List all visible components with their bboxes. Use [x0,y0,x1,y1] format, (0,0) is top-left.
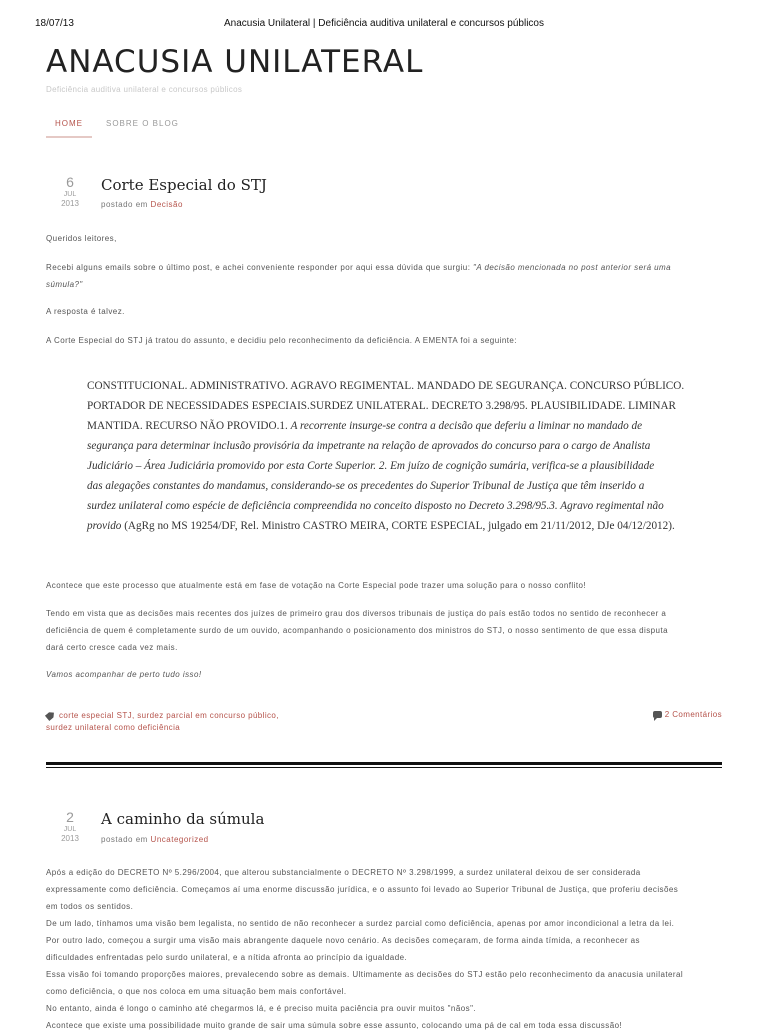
post2-meta-prefix: postado em [101,835,148,844]
post2-year: 2013 [61,834,79,843]
quote-line-3 [87,416,727,436]
post1-paragraph-2 [46,259,722,293]
post1-title[interactable]: Corte Especial do STJ [101,176,267,194]
post1-p6-line-3: dará certo cresce cada vez mais. [46,643,178,652]
post1-p2-quote: "A decisão mencionada no post anterior será uma [473,263,672,272]
quote-line-7: surdez unilateral como espécie de deficiência compreendida no conceito disposto no Decreto 3.298/95.3. Agravo regimental não [87,500,664,512]
quote-line-3-text: MANTIDA. RECURSO NÃO PROVIDO.1. [87,420,291,432]
tag-icon [45,710,56,721]
nav-home-link[interactable]: HOME [46,112,92,138]
post1-p6-line-2: deficiência de quem é completamente surdo de um ouvido, acompanhando o posicionamento dos ministros do STJ, o nosso sentimento de que essa disputa [46,626,669,635]
post-divider [46,762,722,768]
post2-body [46,864,722,1034]
post1-comments [653,710,722,719]
post1-date-badge [46,175,94,208]
post1-p7-text: Vamos acompanhar de perto tudo isso! [46,670,202,679]
print-date: 18/07/13 [35,18,74,29]
post2-month: JUL [63,826,77,833]
post2-meta [101,835,209,844]
nav-sobre-link[interactable]: SOBRE O BLOG [106,119,179,128]
post1-category-link[interactable]: Decisão [150,200,183,209]
post2-line-7: Essa visão foi tomando proporções maiores, prevalecendo sobre as demais. Ultimamente as decisões do STJ estão pelo reconhecimento da anacusia unilateral [46,970,684,979]
post2-day: 2 [66,809,74,825]
print-title: Anacusia Unilateral | Deficiência auditiva unilateral e concursos públicos [224,18,544,29]
post1-p6-line-1: Tendo em vista que as decisões mais recentes dos juízes de primeiro grau dos diversos tribunais de justiça do país estão todos no sentido de reconhecer a [46,609,667,618]
quote-line-6: das alegações constantes do mandamus, considerando-se os precedentes do Superior Tribunal de Justiça que têm inserido a [87,480,645,492]
post2-line-2: expressamente como deficiência. Começamos aí uma enorme discussão jurídica, e o assunto foi levado ao Superior Tribunal de Justiça, que proferiu decisões [46,885,679,894]
comment-icon [653,711,662,718]
post1-p2-quote-end: súmula?" [46,280,83,289]
post2-title[interactable]: A caminho da súmula [101,810,265,828]
quote-line-8 [87,516,727,536]
post1-year: 2013 [61,199,79,208]
post1-tags [46,710,506,734]
quote-line-2: PORTADOR DE NECESSIDADES ESPECIAIS.SURDEZ UNILATERAL. DECRETO 3.298/95. PLAUSIBILIDADE. LIMINAR [87,400,676,412]
post2-line-3: em todos os sentidos. [46,902,134,911]
print-header [0,18,768,32]
post2-line-5: Por outro lado, começou a surgir uma visão mais abrangente daquele novo cenário. As decisões começaram, de forma ainda tímida, a reconhecer as [46,936,640,945]
post2-category-link[interactable]: Uncategorized [150,835,209,844]
post1-paragraph-5: Acontece que este processo que atualmente está em fase de votação na Corte Especial pode trazer uma solução para o nosso conflito! [46,581,587,590]
quote-line-8-text: (AgRg no MS 19254/DF, Rel. Ministro CASTRO MEIRA, CORTE ESPECIAL, julgado em 21/11/2012, DJe 04/12/2012). [121,520,675,532]
post1-month: JUL [63,191,77,198]
main-nav [46,112,722,138]
post2-line-1: Após a edição do DECRETO Nº 5.296/2004, que alterou substancialmente o DECRETO Nº 3.298/1999, a surdez unilateral deixou de ser considerada [46,868,641,877]
post1-comments-link[interactable]: 2 Comentários [664,710,722,719]
site-description: Deficiência auditiva unilateral e concursos públicos [46,85,243,94]
post1-tags-line-2[interactable]: surdez unilateral como deficiência [46,723,181,732]
quote-line-8-italic: provido [87,520,122,532]
post2-date-badge [46,810,94,843]
post1-paragraph-1: Queridos leitores, [46,234,117,243]
post1-tags-line-1[interactable]: corte especial STJ, surdez parcial em concurso público, [59,711,279,720]
quote-line-5: Judiciário – Área Judiciária promovido por esta Corte Superior. 2. Em juízo de cognição sumária, verifica-se a plausibilidade [87,460,655,472]
post1-meta [101,200,183,209]
quote-line-3-italic: A recorrente insurge-se contra a decisão que deferiu a liminar no mandado de [290,420,643,432]
post1-meta-prefix: postado em [101,200,148,209]
post1-paragraph-7 [46,666,722,683]
post2-line-4: De um lado, tínhamos uma visão bem legalista, no sentido de não reconhecer a surdez parcial como deficiência, apenas por amor incondicional a letra da lei. [46,919,675,928]
quote-line-4: segurança para determinar inclusão provisória da impetrante na relação de aprovados do concurso para o cargo de Analista [87,440,651,452]
post1-paragraph-3: A resposta é talvez. [46,307,125,316]
post2-line-9: No entanto, ainda é longo o caminho até chegarmos lá, e é preciso muita paciência pra ouvir muitos "nãos". [46,1004,477,1013]
site-title[interactable]: ANACUSIA UNILATERAL [46,44,424,80]
post1-day: 6 [66,174,74,190]
post1-p2-text: Recebi alguns emails sobre o último post, e achei conveniente responder por aqui essa dúvida que surgiu: [46,263,474,272]
post2-line-10: Acontece que existe uma possibilidade muito grande de sair uma súmula sobre esse assunto, colocando uma pá de cal em toda essa discussão! [46,1021,623,1030]
quote-line-1: CONSTITUCIONAL. ADMINISTRATIVO. AGRAVO REGIMENTAL. MANDADO DE SEGURANÇA. CONCURSO PÚBLICO. [87,380,685,392]
post2-line-6: dificuldades enfrentadas pelo surdo unilateral, e a nítida afronta ao princípio da igualdade. [46,953,408,962]
post2-line-8: como deficiência, o que nos coloca em uma situação bem mais confortável. [46,987,347,996]
post1-paragraph-6 [46,605,722,656]
ementa-blockquote [87,376,727,536]
post1-paragraph-4: A Corte Especial do STJ já tratou do assunto, e decidiu pelo reconhecimento da deficiência. A EMENTA foi a seguinte: [46,336,517,345]
